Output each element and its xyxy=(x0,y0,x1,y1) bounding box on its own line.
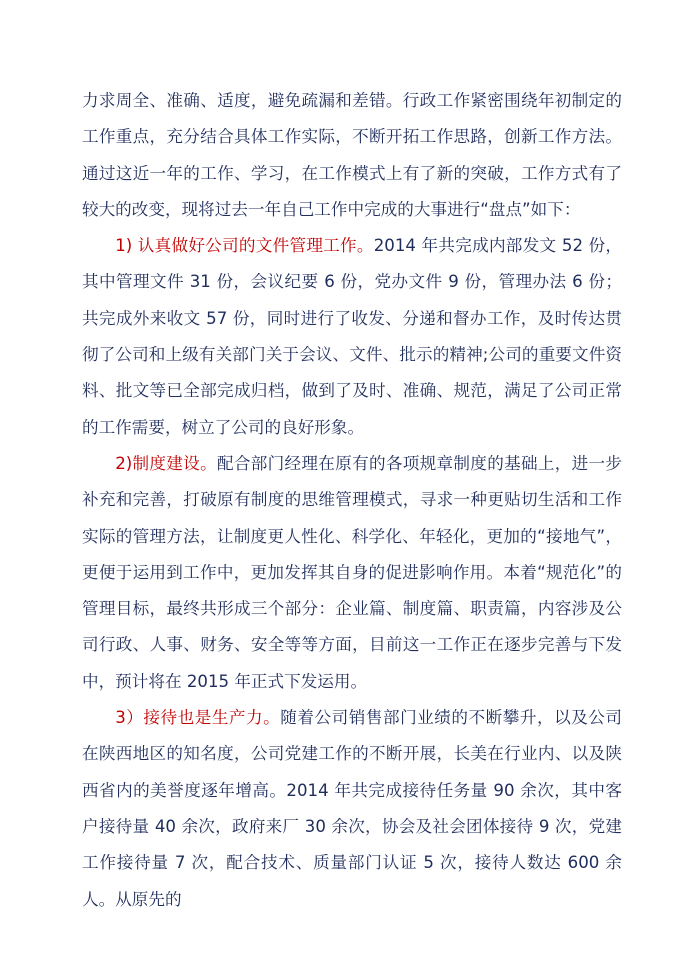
section-2 xyxy=(82,446,622,700)
section-1-body: 2014 年共完成内部发文 52 份，其中管理文件 31 份，会议纪要 6 份，党办文件 9 份，管理办法 6 份；共完成外来收文 57 份，同时进行了收发、分递和督办工作，及时传达贯彻了公司和上级有关部门关于会议、文件、批示的精神;公司的重要文件资料、批文等已全部完成归档，做到了及时、准确、规范，满足了公司正常的工作需要，树立了公司的良好形象。 xyxy=(82,236,623,437)
intro-paragraph: 力求周全、准确、适度，避免疏漏和差错。行政工作紧密围绕年初制定的工作重点，充分结合具体工作实际，不断开拓工作思路，创新工作方法。通过这近一年的工作、学习，在工作模式上有了新的突破，工作方式有了较大的改变，现将过去一年自己工作中完成的大事进行“盘点”如下： xyxy=(82,91,622,219)
section-3-body: 随着公司销售部门业绩的不断攀升，以及公司在陕西地区的知名度，公司党建工作的不断开展，长美在行业内、以及陕西省内的美誉度逐年增高。2014 年共完成接待任务量 90 余次，其中客户接待量 40 余次，政府来厂 30 余次，协会及社会团体接待 9 次，党建工作接待量 7 次，配合技术、质量部门认证 5 次，接待人数达 600 余人。从原先的 xyxy=(82,708,623,909)
document-page xyxy=(82,83,622,918)
section-1-heading: 1) 认真做好公司的文件管理工作。 xyxy=(115,236,374,256)
section-3-heading: 3）接待也是生产力。 xyxy=(115,708,281,728)
section-2-body: 配合部门经理在原有的各项规章制度的基础上，进一步补充和完善，打破原有制度的思维管理模式，寻求一种更贴切生活和工作实际的管理方法，让制度更人性化、科学化、年轻化，更加的“接地气”，更便于运用到工作中，更加发挥其自身的促进影响作用。本着“规范化”的管理目标，最终共形成三个部分：企业篇、制度篇、职责篇，内容涉及公司行政、人事、财务、安全等等方面，目前这一工作正在逐步完善与下发中，预计将在 2015 年正式下发运用。 xyxy=(82,453,623,691)
section-3 xyxy=(82,700,622,918)
section-2-heading: 2)制度建设。 xyxy=(115,453,217,473)
section-1 xyxy=(82,228,622,446)
